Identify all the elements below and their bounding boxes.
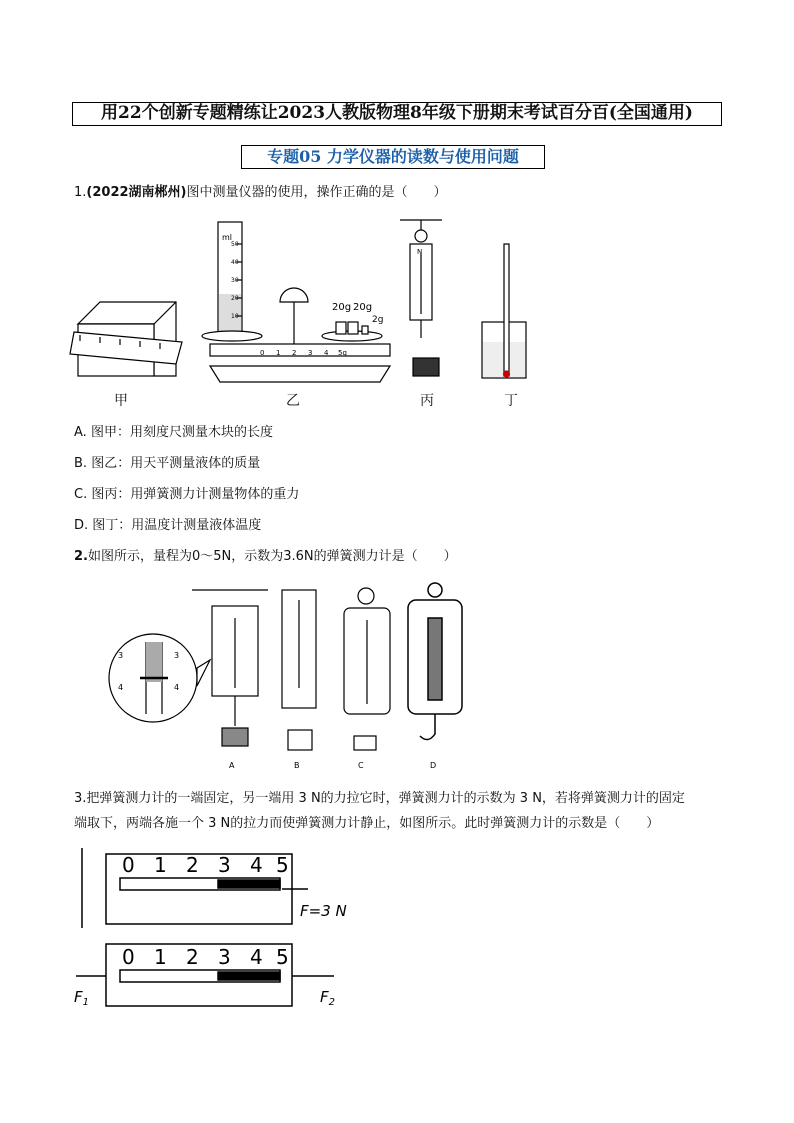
bottom-scale-5: 5 [276, 945, 289, 969]
q3-line-1: 3.把弹簧测力计的一端固定，另一端用 3 N的力拉它时，弹簧测力计的示数为 3 N，若将弹簧测力计的固定 [74, 791, 685, 806]
q1-text: 图中测量仪器的使用，操作正确的是（ ） [186, 185, 447, 200]
top-scale-2: 2 [186, 853, 199, 877]
caption-c: C [358, 761, 364, 770]
zoom-4-left: 4 [118, 683, 124, 692]
balance-5g: 5g [338, 349, 347, 357]
balance-2: 2 [292, 349, 297, 357]
weight-2g: 2g [372, 315, 384, 325]
q2-number: 2. [74, 549, 88, 564]
balance-1: 1 [276, 349, 281, 357]
thermometer-beaker [482, 244, 526, 378]
caption-yi: 乙 [286, 393, 300, 409]
cylinder-unit: ml [222, 233, 233, 242]
balance-3: 3 [308, 349, 313, 357]
top-scale-1: 1 [154, 853, 167, 877]
topic-title: 专题05 力学仪器的读数与使用问题 [241, 145, 545, 169]
q2-text: 如图所示，量程为0～5N，示数为3.6N的弹簧测力计是（ ） [87, 549, 457, 564]
meter-c [344, 588, 390, 750]
free-spring-meter [76, 944, 334, 1006]
bottom-scale-2: 2 [186, 945, 199, 969]
cylinder-40: 40 [231, 259, 239, 266]
cylinder-50: 50 [231, 241, 239, 248]
document-title: 用22个创新专题精练让2023人教版物理8年级下册期末考试百分百(全国通用) [72, 102, 722, 126]
force-label: F=3 N [300, 902, 347, 920]
cylinder-30: 30 [231, 277, 239, 284]
cylinder-20: 20 [231, 295, 239, 302]
balance-0: 0 [260, 349, 265, 357]
bottom-scale-0: 0 [122, 945, 135, 969]
top-scale-4: 4 [250, 853, 263, 877]
q1-option-d[interactable]: D. 图丁：用温度计测量液体温度 [74, 518, 262, 533]
caption-ding: 丁 [504, 393, 518, 409]
weight-20g-b: 20g [353, 302, 373, 313]
zoom-4-right: 4 [174, 683, 180, 692]
wood-block-ruler [70, 302, 182, 376]
top-scale-3: 3 [218, 853, 231, 877]
spring-meter-bing [400, 220, 442, 376]
q3-line-2: 端取下，两端各施一个 3 N的拉力而使弹簧测力计静止，如图所示。此时弹簧测力计的示数是（ ） [74, 816, 660, 831]
meter-d [408, 583, 462, 740]
zoom-3-left: 3 [118, 651, 124, 660]
caption-d: D [430, 761, 437, 770]
top-scale-5: 5 [276, 853, 289, 877]
meter-bing-unit: N [417, 248, 423, 256]
question-2 [74, 547, 457, 567]
caption-b: B [294, 761, 300, 770]
cylinder-10: 10 [231, 313, 239, 320]
top-scale-0: 0 [122, 853, 135, 877]
balance-4: 4 [324, 349, 329, 357]
zoom-3-right: 3 [174, 651, 180, 660]
q1-figure [70, 214, 550, 390]
caption-jia: 甲 [114, 393, 128, 409]
bottom-scale-3: 3 [218, 945, 231, 969]
question-1 [74, 183, 447, 203]
caption-a: A [229, 761, 235, 770]
zoom-circle [109, 634, 210, 722]
f2-label: $F_2$ [320, 988, 336, 1008]
q1-option-b[interactable]: B. 图乙：用天平测量液体的质量 [74, 456, 261, 471]
q1-source: (2022湖南郴州) [86, 185, 187, 200]
meter-b [282, 590, 316, 750]
caption-bing: 丙 [420, 393, 434, 409]
q2-figure [108, 578, 468, 770]
q3-figure [72, 848, 372, 1008]
bottom-scale-4: 4 [250, 945, 263, 969]
q1-number: 1. [74, 185, 87, 200]
f1-label: $F_1$ [74, 988, 90, 1008]
weight-20g-a: 20g [332, 302, 352, 313]
q1-option-a[interactable]: A. 图甲：用刻度尺测量木块的长度 [74, 425, 273, 440]
q1-option-c[interactable]: C. 图丙：用弹簧测力计测量物体的重力 [74, 487, 300, 502]
bottom-scale-1: 1 [154, 945, 167, 969]
